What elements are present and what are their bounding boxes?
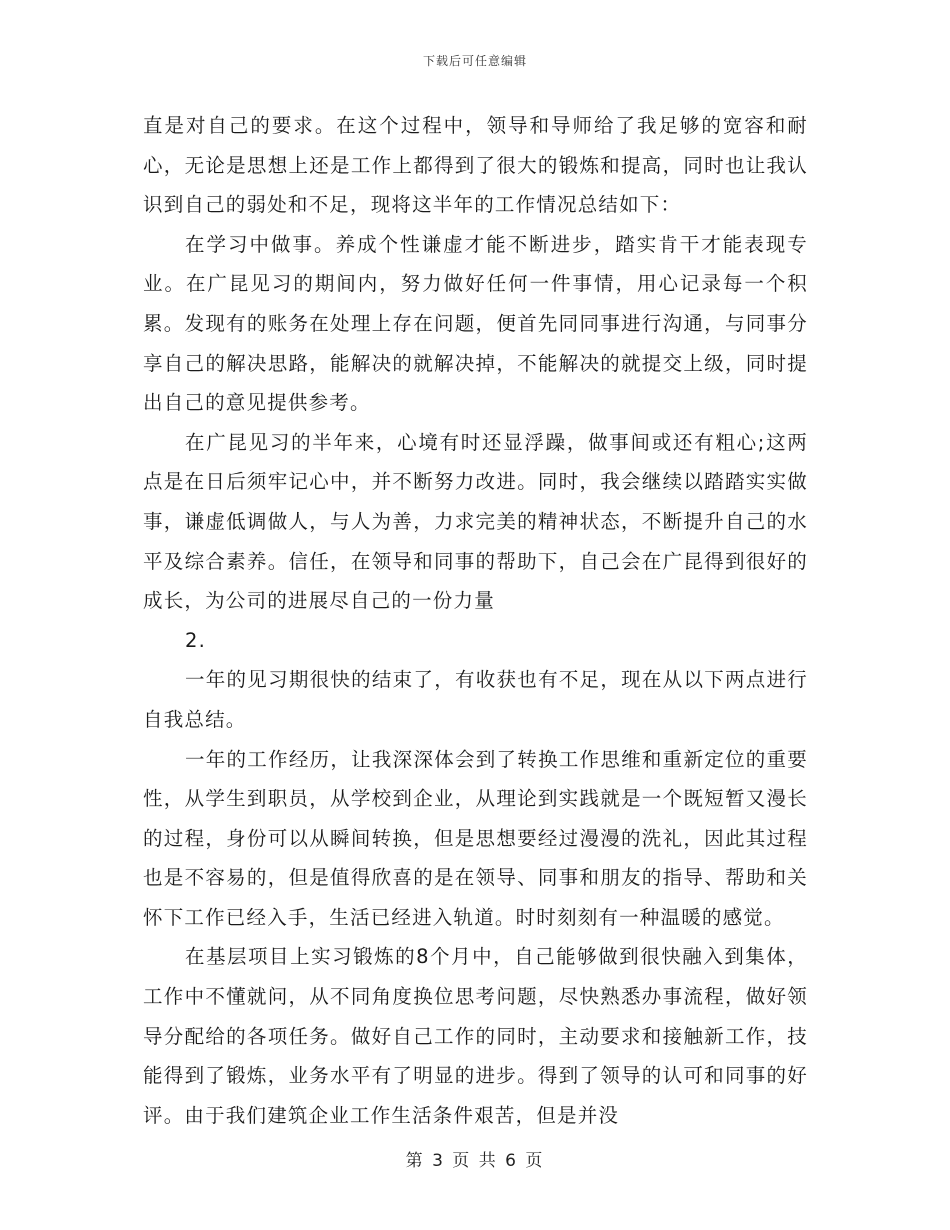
section-number: 2.: [185, 628, 207, 652]
document-body: [143, 106, 808, 1135]
paragraph-6: 在基层项目上实习锻炼的8个月中，自己能够做到很快融入到集体，工作中不懂就问，从不同角度换位思考问题，尽快熟悉办事流程，做好领导分配给的各项任务。做好自己工作的同时，主动要求和接触新工作，技能得到了锻炼，业务水平有了明显的进步。得到了领导的认可和同事的好评。由于我们建筑企业工作生活条件艰苦，但是并没: [143, 945, 808, 1127]
paragraph-3: 在广昆见习的半年来，心境有时还显浮躁，做事间或还有粗心;这两点是在日后须牢记心中，并不断努力改进。同时，我会继续以踏踏实实做事，谦虚低调做人，与人为善，力求完美的精神状态，不断提升自己的水平及综合素养。信任，在领导和同事的帮助下，自己会在广昆得到很好的成长，为公司的进展尽自己的一份力量: [143, 430, 808, 613]
page-header: 下载后可任意编辑: [422, 54, 527, 68]
paragraph-5: 一年的工作经历，让我深深体会到了转换工作思维和重新定位的重要性，从学生到职员，从学校到企业，从理论到实践就是一个既短暂又漫长的过程，身份可以从瞬间转换，但是思想要经过漫漫的洗礼，因此其过程也是不容易的，但是值得欣喜的是在领导、同事和朋友的指导、帮助和关怀下工作已经入手，生活已经进入轨道。时时刻刻有一种温暖的感觉。: [143, 747, 808, 929]
paragraph-4: 一年的见习期很快的结束了，有收获也有不足，现在从以下两点进行自我总结。: [143, 668, 808, 731]
paragraph-1: 直是对自己的要求。在这个过程中，领导和导师给了我足够的宽容和耐心，无论是思想上还是工作上都得到了很大的锻炼和提高，同时也让我认识到自己的弱处和不足，现将这半年的工作情况总结如下：: [143, 114, 808, 217]
page-number-footer: 第 3 页 共 6 页: [405, 1151, 545, 1171]
paragraph-2: 在学习中做事。养成个性谦虚才能不断进步，踏实肯干才能表现专业。在广昆见习的期间内，努力做好任何一件事情，用心记录每一个积累。发现有的账务在处理上存在问题，便首先同同事进行沟通，与同事分享自己的解决思路，能解决的就解决掉，不能解决的就提交上级，同时提出自己的意见提供参考。: [143, 232, 808, 415]
